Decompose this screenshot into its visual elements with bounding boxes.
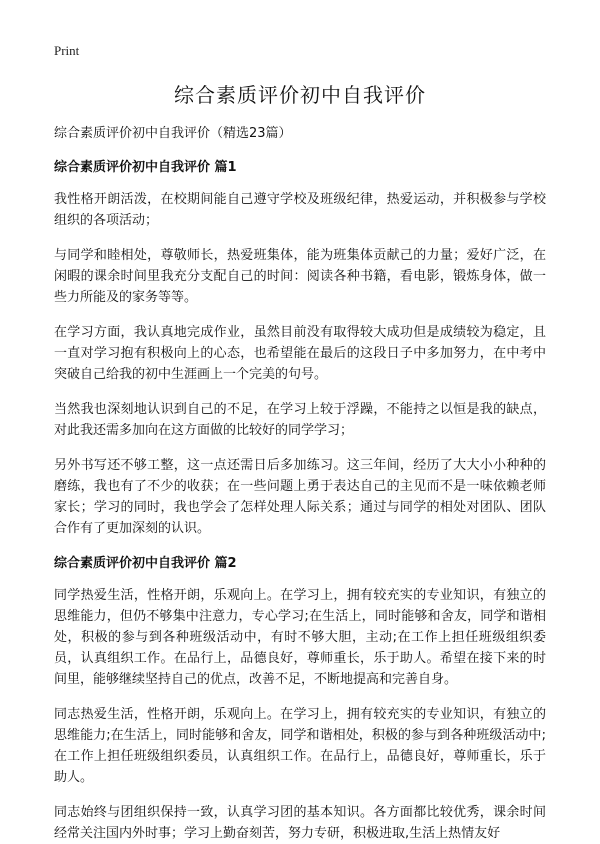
- section-heading-2: 综合素质评价初中自我评价 篇2: [54, 556, 237, 571]
- paragraph: 与同学和睦相处，尊敬师长，热爱班集体，能为班集体贡献己的力量；爱好广泛，在闲暇的课余时间里我充分支配自己的时间：阅读各种书籍，看电影，锻炼身体，做一些力所能及的家务等等。: [54, 248, 546, 305]
- print-link[interactable]: Print: [54, 43, 80, 58]
- paragraph: 另外书写还不够工整，这一点还需日后多加练习。这三年间，经历了大大小小种种的磨练，我也有了不少的收获；在一些问题上勇于表达自己的主见而不是一味依赖老师家长；学习的同时，我也学会了怎样处理人际关系；通过与同学的相处对团队、团队合作有了更加深刻的认识。: [54, 458, 546, 536]
- paragraph: 当然我也深刻地认识到自己的不足，在学习上较于浮躁，不能持之以恒是我的缺点，对此我还需多加向在这方面做的比较好的同学学习；: [54, 402, 546, 438]
- paragraph: 同志始终与团组织保持一致，认真学习团的基本知识。各方面都比较优秀，课余时间经常关注国内外时事；学习上勤奋刻苦，努力专研，积极进取,生活上热情友好: [54, 805, 546, 841]
- section-heading-1: 综合素质评价初中自我评价 篇1: [54, 160, 237, 175]
- document-subtitle: 综合素质评价初中自我评价（精选23篇）: [54, 126, 292, 141]
- paragraph: 同学热爱生活，性格开朗，乐观向上。在学习上，拥有较充实的专业知识，有独立的思维能力，但仍不够集中注意力，专心学习;在生活上，同时能够和舍友，同学和谐相处，积极的参与到各种班级活动中，有时不够大胆，主动;在工作上担任班级组织委员，认真组织工作。在品行上，品德良好，尊师重长，乐于助人。希望在接下来的时间里，能够继续坚持自己的优点，改善不足，不断地提高和完善自身。: [54, 588, 546, 687]
- document-title: 综合素质评价初中自我评价: [174, 83, 426, 107]
- paragraph: 在学习方面，我认真地完成作业，虽然目前没有取得较大成功但是成绩较为稳定，且一直对学习抱有积极向上的心态，也希望能在最后的这段日子中多加努力，在中考中突破自己给我的初中生涯画上一个完美的句号。: [54, 325, 546, 382]
- paragraph: 我性格开朗活泼，在校期间能自己遵守学校及班级纪律，热爱运动，并积极参与学校组织的各项活动；: [54, 192, 546, 228]
- paragraph: 同志热爱生活，性格开朗，乐观向上。在学习上，拥有较充实的专业知识，有独立的思维能力;在生活上，同时能够和舍友，同学和谐相处，积极的参与到各种班级活动中;在工作上担任班级组织委员，认真组织工作。在品行上，品德良好，尊师重长，乐于助人。: [54, 707, 546, 785]
